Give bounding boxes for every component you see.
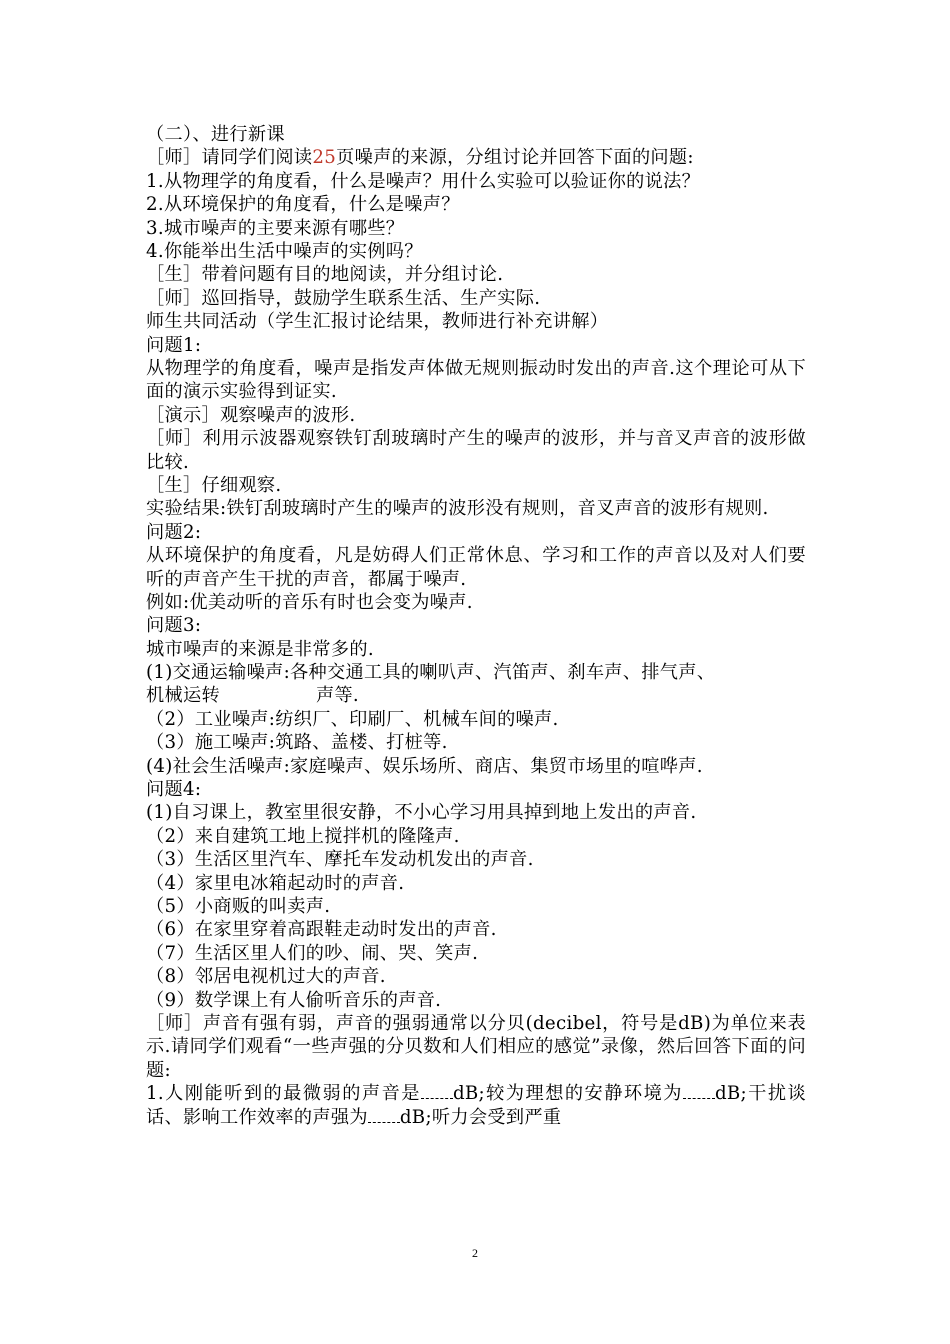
q2-title: 问题2: bbox=[146, 521, 202, 543]
question-3: 3.城市噪声的主要来源有哪些？ bbox=[146, 217, 405, 239]
q3-item-2: （2）工业噪声:纺织厂、印刷厂、机械车间的噪声. bbox=[146, 708, 559, 730]
question-1: 1.从物理学的角度看，什么是噪声？用什么实验可以验证你的说法？ bbox=[146, 170, 701, 192]
q1-student: ［生］仔细观察. bbox=[146, 474, 282, 496]
question-4: 4.你能举出生活中噪声的实例吗？ bbox=[146, 240, 423, 262]
q4-item-5: （5）小商贩的叫卖声. bbox=[146, 896, 331, 917]
student-activity: ［生］带着问题有目的地阅读，并分组讨论. bbox=[146, 264, 504, 286]
q4-item-1: (1)自习课上，教室里很安静，不小心学习用具掉到地上发出的声音. bbox=[146, 802, 697, 824]
q1-teacher: ［师］利用示波器观察铁钉刮玻璃时产生的噪声的波形，并与音叉声音的波形做比较. bbox=[146, 428, 806, 473]
q1-result: 实验结果:铁钉刮玻璃时产生的噪声的波形没有规则，音叉声音的波形有规则. bbox=[146, 498, 769, 520]
intro-line bbox=[146, 146, 806, 169]
q2-answer: 从环境保护的角度看，凡是妨碍人们正常休息、学习和工作的声音以及对人们要听的声音产生干扰的声音，都属于噪声. bbox=[146, 545, 806, 590]
q1-title: 问题1: bbox=[146, 334, 202, 356]
q3-item-3: （3）施工噪声:筑路、盖楼、打桩等. bbox=[146, 732, 448, 754]
blank-1 bbox=[421, 1084, 453, 1099]
q4-item-2: （2）来自建筑工地上搅拌机的隆隆声. bbox=[146, 825, 460, 847]
q1-demo: ［演示］观察噪声的波形. bbox=[146, 404, 356, 426]
decibel-q-part-d: dB;听力会受到严重 bbox=[399, 1106, 562, 1128]
q3-item-1b-start: 机械运转 bbox=[146, 685, 220, 707]
q4-item-4: （4）家里电冰箱起动时的声音. bbox=[146, 872, 405, 894]
decibel-q-part-a: 1.人刚能听到的最微弱的声音是 bbox=[146, 1083, 421, 1105]
q2-example: 例如:优美动听的音乐有时也会变为噪声. bbox=[146, 591, 473, 613]
q4-item-6: （6）在家里穿着高跟鞋走动时发出的声音. bbox=[146, 919, 497, 941]
decibel-q-part-c: dB;干扰谈话、影响工作效率的声强为 bbox=[146, 1083, 807, 1128]
decibel-q-part-b: dB;较为理想的安静环境为 bbox=[452, 1083, 683, 1105]
q4-title: 问题4: bbox=[146, 779, 202, 801]
intro-prefix: ［师］请同学们阅读 bbox=[146, 147, 313, 169]
q3-item-1a: (1)交通运输噪声:各种交通工具的喇叭声、汽笛声、刹车声、排气声、 bbox=[146, 662, 716, 684]
decibel-intro: ［师］声音有强有弱，声音的强弱通常以分贝(decibel，符号是dB)为单位来表示.请同学们观看“一些声强的分贝数和人们相应的感觉”录像，然后回答下面的问题: bbox=[146, 1012, 806, 1081]
q4-item-3: （3）生活区里汽车、摩托车发动机发出的声音. bbox=[146, 849, 534, 871]
decibel-question bbox=[146, 1082, 806, 1129]
intro-suffix: 页噪声的来源，分组讨论并回答下面的问题: bbox=[336, 147, 694, 169]
section-heading: （二）、进行新课 bbox=[146, 124, 285, 145]
q3-item-1b bbox=[146, 684, 806, 707]
page-content bbox=[146, 123, 806, 1129]
joint-activity: 师生共同活动（学生汇报讨论结果，教师进行补充讲解） bbox=[146, 311, 609, 333]
q3-title: 问题3: bbox=[146, 615, 202, 637]
teacher-activity: ［师］巡回指导，鼓励学生联系生活、生产实际. bbox=[146, 287, 541, 309]
blank-3 bbox=[368, 1108, 400, 1123]
page-number: 2 bbox=[472, 1246, 478, 1260]
q3-item-4: (4)社会生活噪声:家庭噪声、娱乐场所、商店、集贸市场里的喧哗声. bbox=[146, 755, 703, 777]
q3-item-1b-end: 声等. bbox=[315, 685, 360, 707]
q4-item-7: （7）生活区里人们的吵、闹、哭、笑声. bbox=[146, 942, 479, 964]
q4-item-9: （9）数学课上有人偷听音乐的声音. bbox=[146, 989, 442, 1011]
question-2: 2.从环境保护的角度看，什么是噪声？ bbox=[146, 194, 460, 216]
q3-intro: 城市噪声的来源是非常多的. bbox=[146, 638, 374, 660]
blank-2 bbox=[683, 1084, 715, 1099]
page-reference: 25 bbox=[312, 147, 337, 169]
q1-answer: 从物理学的角度看，噪声是指发声体做无规则振动时发出的声音.这个理论可从下面的演示实验得到证实. bbox=[146, 357, 806, 403]
q4-item-8: （8）邻居电视机过大的声音. bbox=[146, 966, 386, 988]
